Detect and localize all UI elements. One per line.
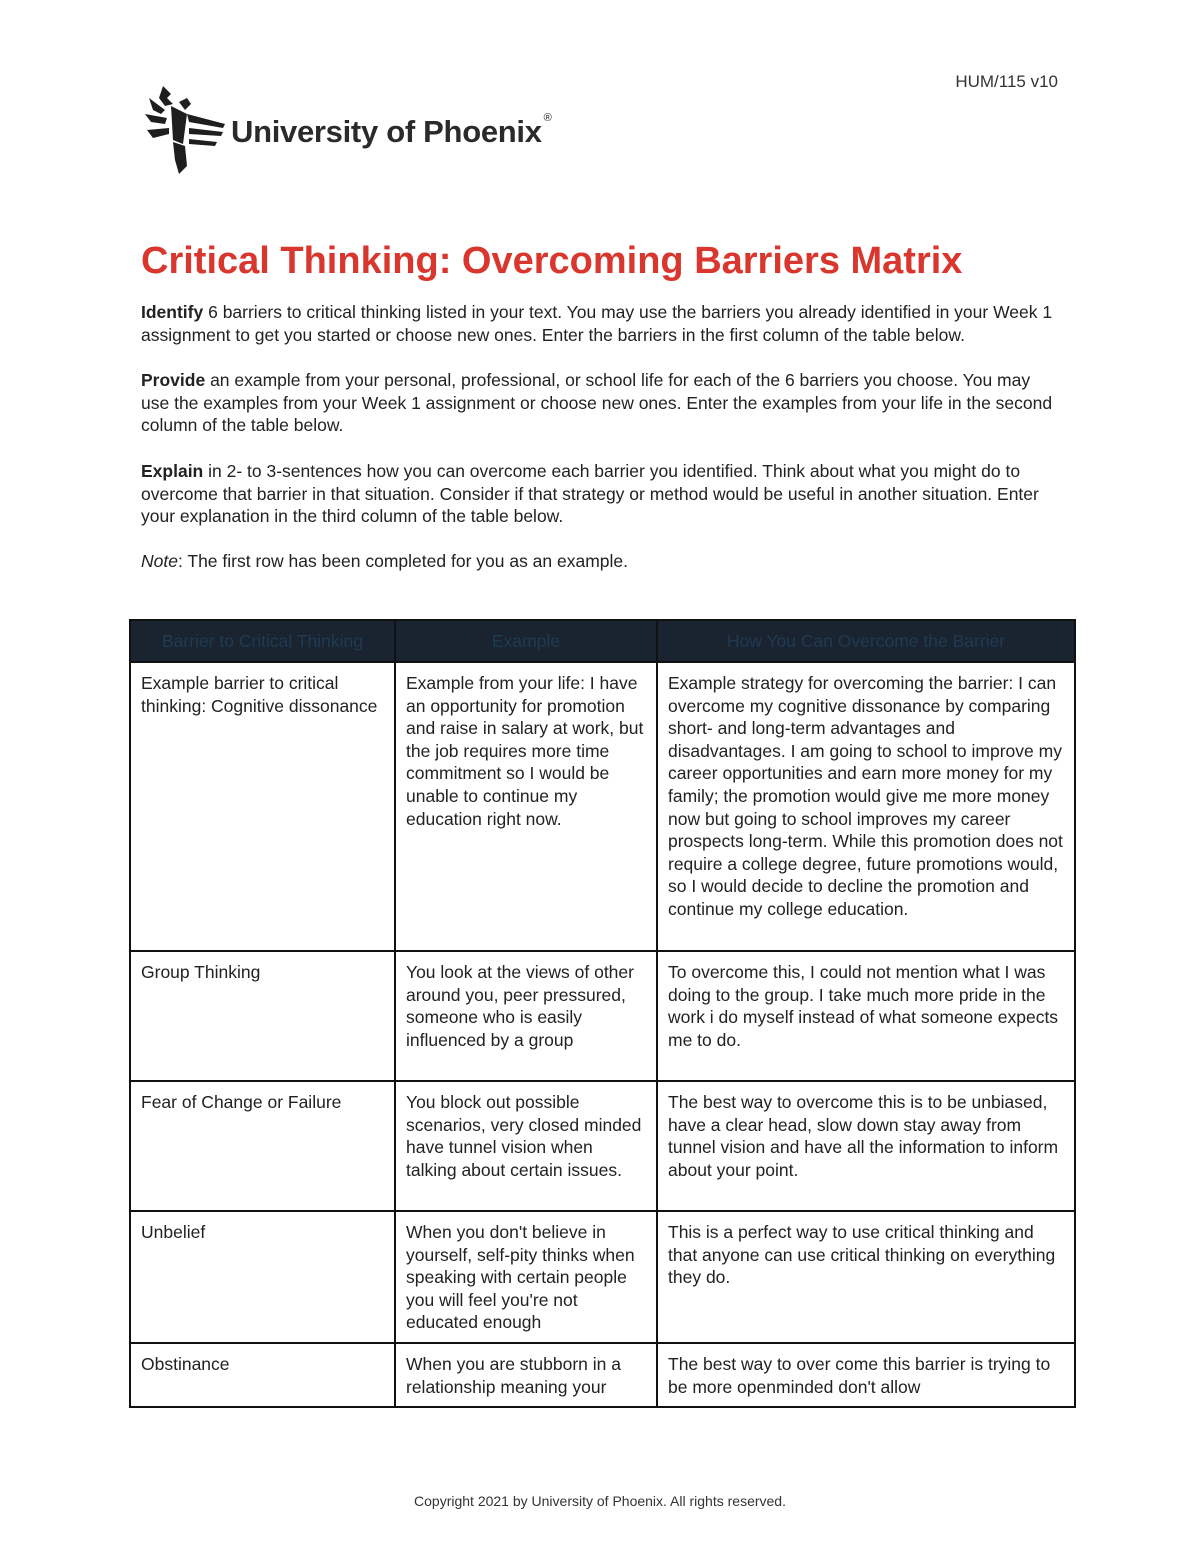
page-title: Critical Thinking: Overcoming Barriers Matrix: [141, 240, 963, 282]
phoenix-bird-icon: [143, 84, 225, 176]
barriers-matrix-table: [129, 619, 1076, 1408]
overcome-cell[interactable]: Example strategy for overcoming the barrier: I can overcome my cognitive dissonance by comparing short- and long-term advantages and disadvantages. I am going to school to improve my career opportunities and earn more money for my family; the promotion would give me more money now but going to school improves my career prospects long-term. While this promotion does not require a college degree, future promotions would, so I would decide to decline the promotion and continue my college education.: [657, 662, 1075, 951]
provide-paragraph: [141, 369, 1061, 437]
example-cell[interactable]: When you are stubborn in a relationship meaning your: [395, 1343, 657, 1407]
note-paragraph: [141, 550, 1061, 573]
overcome-cell[interactable]: The best way to over come this barrier is trying to be more openminded don't allow: [657, 1343, 1075, 1407]
barrier-cell[interactable]: Obstinance: [130, 1343, 395, 1407]
note-lead: Note: [141, 550, 178, 571]
explain-text: in 2- to 3-sentences how you can overcome each barrier you identified. Think about what you might do to overcome that barrier in that situation. Consider if that strategy or method would be useful in another situation. Enter your explanation in the third column of the table below.: [141, 460, 1039, 527]
identify-text: 6 barriers to critical thinking listed in your text. You may use the barriers you already identified in your Week 1 assignment to get you started or choose new ones. Enter the barriers in the first column of the table below.: [141, 302, 1053, 345]
table-row: [130, 1081, 1075, 1211]
overcome-cell[interactable]: This is a perfect way to use critical thinking and that anyone can use critical thinking on everything they do.: [657, 1211, 1075, 1343]
barrier-cell[interactable]: Group Thinking: [130, 951, 395, 1081]
course-code: HUM/115 v10: [955, 72, 1058, 91]
example-cell[interactable]: When you don't believe in yourself, self-pity thinks when speaking with certain people you will feel you're not educated enough: [395, 1211, 657, 1343]
university-logo: [143, 84, 551, 176]
instructions: [141, 301, 1061, 595]
header-barrier: Barrier to Critical Thinking: [130, 620, 395, 662]
example-cell[interactable]: Example from your life: I have an opportunity for promotion and raise in salary at work, but the job requires more time commitment so I would be unable to continue my education right now.: [395, 662, 657, 951]
identify-lead: Identify: [141, 302, 204, 322]
explain-paragraph: [141, 460, 1061, 528]
note-text: : The first row has been completed for you as an example.: [177, 550, 629, 571]
provide-lead: Provide: [141, 370, 206, 391]
table-header-row: [130, 620, 1075, 662]
table-row: [130, 1343, 1075, 1407]
university-name: [231, 111, 552, 150]
logo-text: University of Phoenix: [231, 114, 542, 149]
header-example: Example: [395, 620, 657, 662]
overcome-cell[interactable]: The best way to overcome this is to be unbiased, have a clear head, slow down stay away from tunnel vision and have all the information to inform about your point.: [657, 1081, 1075, 1211]
example-cell[interactable]: You block out possible scenarios, very closed minded have tunnel vision when talking about certain issues.: [395, 1081, 657, 1211]
table-row: [130, 951, 1075, 1081]
example-cell[interactable]: You look at the views of other around you, peer pressured, someone who is easily influenced by a group: [395, 951, 657, 1081]
barrier-cell[interactable]: Fear of Change or Failure: [130, 1081, 395, 1211]
table-row: [130, 1211, 1075, 1343]
provide-text: an example from your personal, professional, or school life for each of the 6 barriers you choose. You may use the examples from your Week 1 assignment or choose new ones. Enter the examples from your life in the second column of the table below.: [141, 370, 1053, 436]
overcome-cell[interactable]: To overcome this, I could not mention what I was doing to the group. I take much more pride in the work i do myself instead of what someone expects me to do.: [657, 951, 1075, 1081]
registered-mark: ®: [543, 111, 552, 124]
explain-lead: Explain: [141, 460, 204, 481]
header-overcome: How You Can Overcome the Barrier: [657, 620, 1075, 662]
identify-paragraph: [141, 301, 1061, 346]
barrier-cell[interactable]: Example barrier to critical thinking: Cognitive dissonance: [130, 662, 395, 951]
table-row: [130, 662, 1075, 951]
copyright-footer: Copyright 2021 by University of Phoenix. All rights reserved.: [414, 1493, 786, 1509]
barrier-cell[interactable]: Unbelief: [130, 1211, 395, 1343]
